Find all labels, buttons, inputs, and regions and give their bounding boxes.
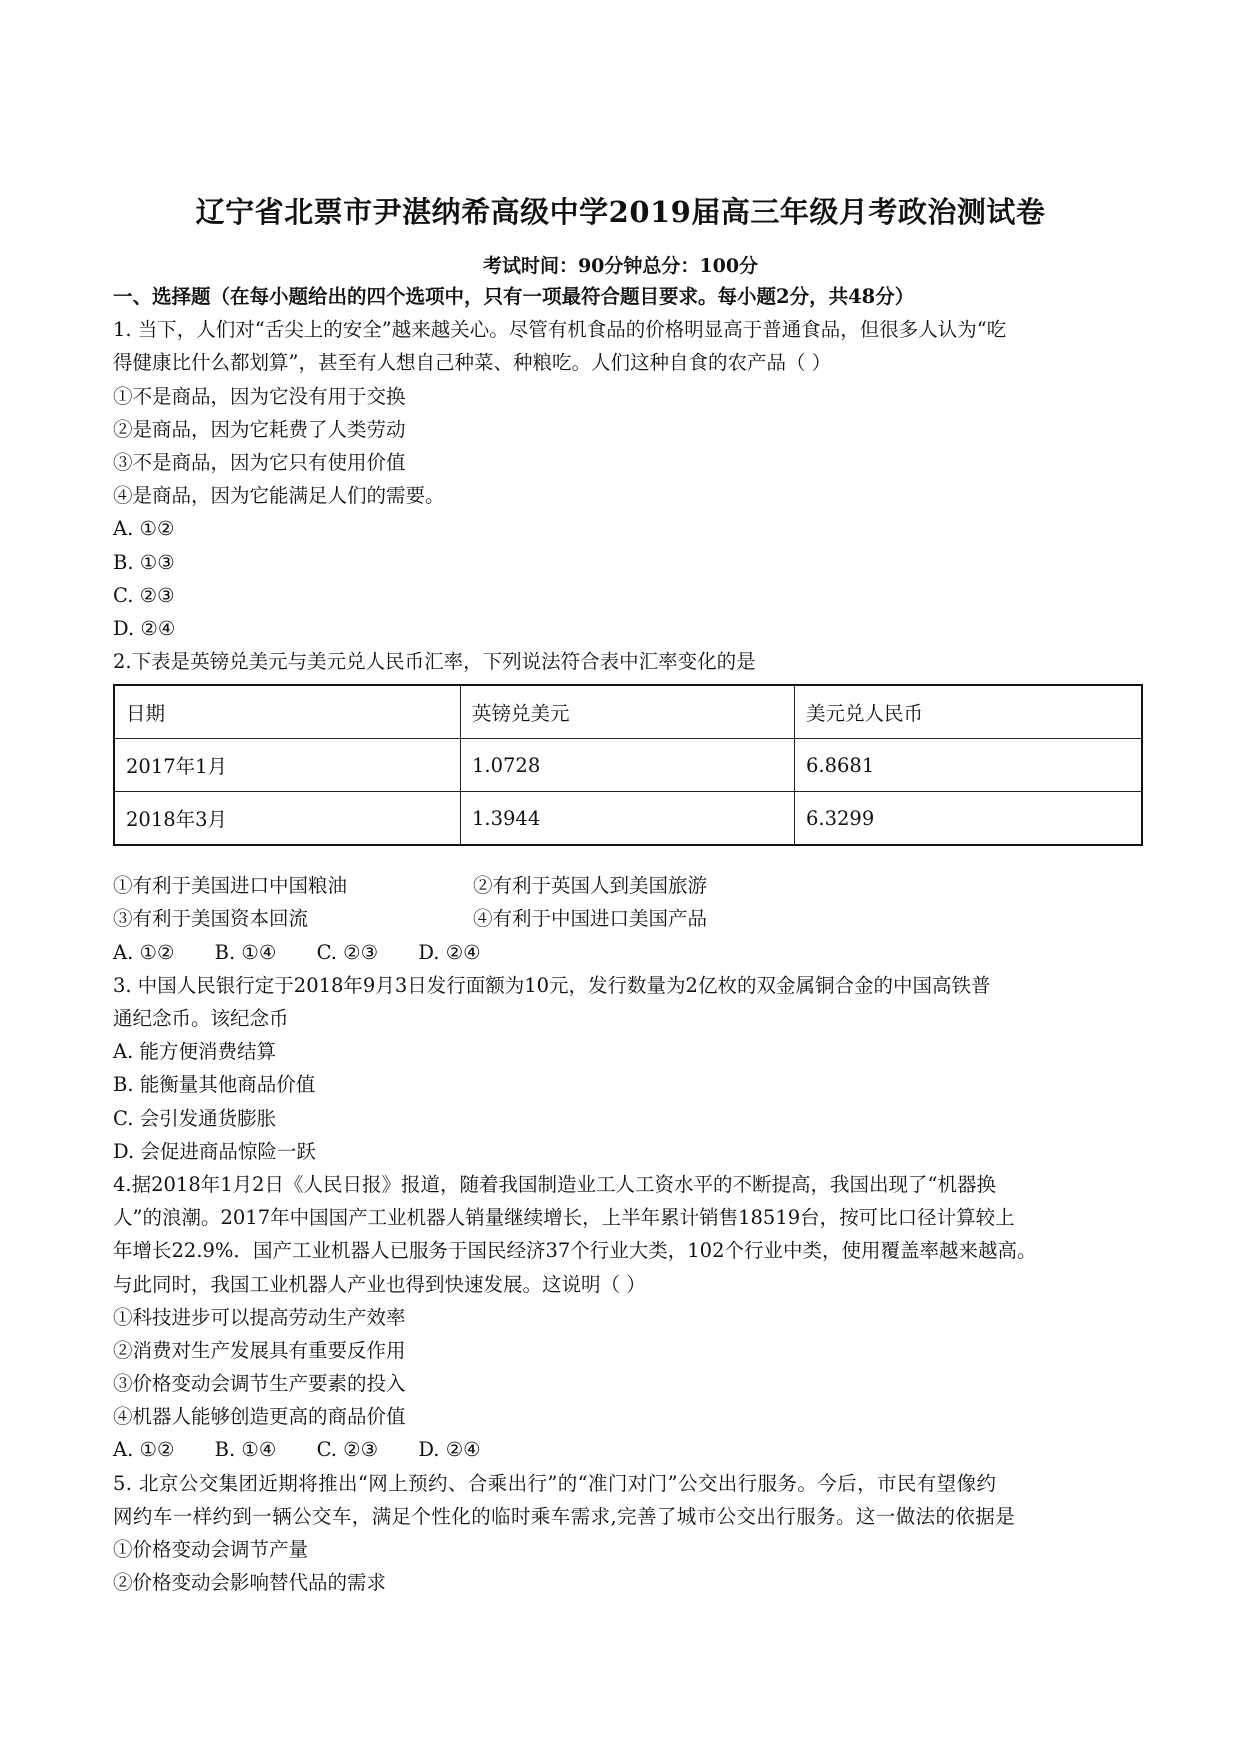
q1-item: ③不是商品，因为它只有使用价值 (113, 450, 406, 474)
q3-option-a: A. 能方便消费结算 (113, 1040, 276, 1064)
q3-option-d: D. 会促进商品惊险一跃 (113, 1139, 316, 1163)
table-cell: 6.3299 (795, 792, 1143, 846)
q3-stem-line1: 3. 中国人民银行定于2018年9月3日发行面额为10元，发行数量为2亿枚的双金属铜合金的中国高铁普 (113, 973, 991, 997)
q4-option-c: C. ②③ (316, 1438, 379, 1462)
q2-stem: 2.下表是英镑兑美元与美元兑人民币汇率，下列说法符合表中汇率变化的是 (113, 650, 756, 674)
q1-item: ④是商品，因为它能满足人们的需要。 (113, 484, 445, 508)
table-cell: 2018年3月 (114, 792, 461, 846)
q2-option-b: B. ①④ (214, 940, 277, 964)
table-cell: 6.8681 (795, 739, 1143, 792)
exchange-rate-table (113, 684, 1143, 846)
q4-stem-line3: 年增长22.9%．国产工业机器人已服务于国民经济37个行业大类，102个行业中类，使用覆盖率越来越高。 (113, 1239, 1037, 1263)
q5-stem-line2: 网约车一样约到一辆公交车，满足个性化的临时乘车需求,完善了城市公交出行服务。这一做法的依据是 (113, 1504, 1016, 1528)
table-row (114, 739, 1142, 792)
q4-stem-line4: 与此同时，我国工业机器人产业也得到快速发展。这说明（ ） (113, 1272, 646, 1296)
q1-item: ②是商品，因为它耗费了人类劳动 (113, 417, 406, 441)
table-cell: 2017年1月 (114, 739, 461, 792)
q4-stem-line2: 人”的浪潮。2017年中国国产工业机器人销量继续增长，上半年累计销售18519台，按可比口径计算较上 (113, 1206, 1015, 1230)
table-cell: 1.3944 (461, 792, 795, 846)
q3-option-b: B. 能衡量其他商品价值 (113, 1073, 316, 1097)
q5-item: ①价格变动会调节产量 (113, 1538, 309, 1561)
exam-content (113, 280, 1143, 1599)
q1-stem-line2: 得健康比什么都划算”，甚至有人想自己种菜、种粮吃。人们这种自食的农产品（ ） (113, 351, 832, 375)
q2-item: ①有利于美国进口中国粮油 (113, 874, 348, 898)
exam-subtitle: 考试时间：90分钟总分：100分 (482, 255, 759, 277)
section-heading: 一、选择题（在每小题给出的四个选项中，只有一项最符合题目要求。每小题2分，共48分） (113, 285, 915, 308)
q2-item: ②有利于英国人到美国旅游 (473, 874, 708, 898)
table-header-cell: 英镑兑美元 (461, 685, 795, 739)
q2-option-d: D. ②④ (418, 940, 481, 964)
q2-option-c: C. ②③ (316, 940, 379, 964)
q2-items-row1 (113, 869, 1143, 902)
q4-item: ④机器人能够创造更高的商品价值 (113, 1405, 406, 1429)
q5-item: ②价格变动会影响替代品的需求 (113, 1571, 387, 1595)
q4-option-b: B. ①④ (214, 1438, 277, 1462)
q1-option-c: C. ②③ (113, 583, 175, 607)
q1-option-d: D. ②④ (113, 616, 176, 640)
q4-item: ①科技进步可以提高劳动生产效率 (113, 1305, 406, 1329)
table-row (114, 792, 1142, 846)
q4-option-d: D. ②④ (418, 1438, 481, 1462)
q4-options (113, 1433, 1143, 1466)
q5-stem-line1: 5. 北京公交集团近期将推出“网上预约、合乘出行”的“准门对门”公交出行服务。今后，市民有望像约 (113, 1471, 997, 1495)
table-header-row (114, 685, 1142, 739)
table-header-cell: 美元兑人民币 (795, 685, 1143, 739)
q2-item: ③有利于美国资本回流 (113, 907, 309, 931)
q3-option-c: C. 会引发通货膨胀 (113, 1106, 277, 1130)
exam-title: 辽宁省北票市尹湛纳希高级中学2019届高三年级月考政治测试卷 (195, 195, 1046, 229)
q4-item: ②消费对生产发展具有重要反作用 (113, 1338, 406, 1362)
q4-item: ③价格变动会调节生产要素的投入 (113, 1372, 406, 1396)
q1-stem-line1: 1. 当下，人们对“舌尖上的安全”越来越关心。尽管有机食品的价格明显高于普通食品，但很多人认为“吃 (113, 318, 1007, 342)
q2-items-row2 (113, 902, 1143, 935)
q4-option-a: A. ①② (113, 1438, 175, 1462)
q1-item: ①不是商品，因为它没有用于交换 (113, 384, 406, 408)
q2-item: ④有利于中国进口美国产品 (473, 907, 708, 931)
q2-option-a: A. ①② (113, 940, 175, 964)
q1-option-a: A. ①② (113, 517, 175, 541)
table-cell: 1.0728 (461, 739, 795, 792)
q4-stem-line1: 4.据2018年1月2日《人民日报》报道，随着我国制造业工人工资水平的不断提高，我国出现了“机器换 (113, 1172, 997, 1196)
table-header-cell: 日期 (114, 685, 461, 739)
q3-stem-line2: 通纪念币。该纪念币 (113, 1007, 289, 1030)
q2-options (113, 936, 1143, 969)
q1-option-b: B. ①③ (113, 550, 175, 574)
